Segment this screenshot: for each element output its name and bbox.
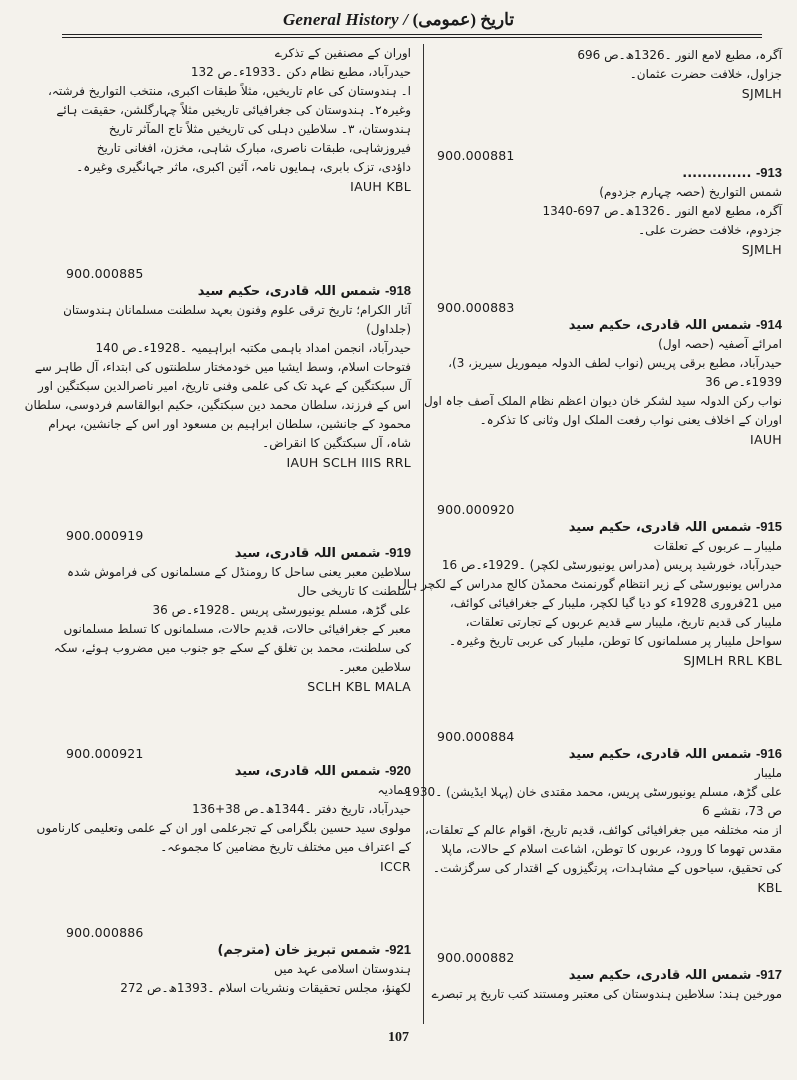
author-name: شمس اللہ قادری، حکیم سید — [568, 968, 752, 983]
catalog-entry — [431, 950, 782, 1004]
entry-line: امرائے آصفیہ (حصہ اول) — [658, 337, 782, 351]
library-codes: ICCR — [379, 859, 411, 874]
library-codes: SCLH KBL MALA — [307, 679, 411, 694]
entry-line: آل سبکتگین کے عہد تک کی علمی وفنی تاریخ، امیر ناصرالدین سبکتگین اور — [38, 379, 411, 393]
entry-line: سلاطین معبر یعنی ساحل کا رومنڈل کے مسلمانوں کی فراموش شدہ — [67, 565, 411, 579]
entry-line: اوران کے مصنفین کے تذکرے — [274, 46, 411, 60]
entry-number: 917- — [755, 967, 782, 982]
accession-code: 900.000885 — [66, 266, 144, 281]
entry-line: ملیبار — [754, 766, 782, 780]
entry-line: ص 73، نقشے 6 — [702, 804, 782, 818]
entry-line: سلاطین معبر۔ — [338, 660, 411, 674]
catalog-entry — [437, 46, 782, 103]
entry-line: ملیبار ــ عربوں کے تعلقات — [653, 539, 782, 553]
entry-line: سلطنت کا تاریخی حال — [297, 584, 411, 598]
entry-number: 920- — [384, 763, 411, 778]
catalog-entry — [53, 528, 411, 696]
page-number: 107 — [388, 1030, 409, 1045]
entry-heading — [437, 744, 782, 764]
library-codes: IAUH KBL — [350, 179, 411, 194]
entry-line: لکھنؤ، مجلس تحقیقات ونشریات اسلام ۔1393ھ۔ص 272 — [120, 981, 411, 995]
entry-number: 914- — [755, 317, 782, 332]
entry-line: حیدرآباد، تاریخ دفتر ۔1344ھ۔ص 38+136 — [192, 802, 411, 816]
entry-line: (جلداول) — [366, 322, 411, 336]
accession-code: 900.000920 — [437, 502, 515, 517]
entry-line: سواحل ملیبار پر مسلمانوں کا توطن، ملیبار کی عربی تاریخ وغیرہ۔ — [449, 634, 782, 648]
accession-code: 900.000883 — [437, 300, 515, 315]
header-rule — [62, 34, 762, 35]
entry-number: 916- — [755, 746, 782, 761]
entry-line: محمود کے جانشین، سلطان ابراہیم بن مسعود اور اس کے جانشین، بہرام — [48, 417, 411, 431]
entry-line: آثار الکرام؛ تاریخ ترقی علوم وفنون بعہد سلطنت مسلمانان ہندوستان — [63, 303, 411, 317]
header-rule-thin — [62, 37, 762, 38]
library-codes: SJMLH — [741, 242, 782, 257]
entry-number: 915- — [755, 519, 782, 534]
entry-line: میں 21فروری 1928ء کو دیا گیا لکچر، ملیبار کے جغرافیائی کوائف، — [449, 596, 782, 610]
library-codes: KBL — [757, 880, 782, 895]
catalog-entry — [424, 300, 782, 449]
entry-line: ہندوستان اسلامی عہد میں — [274, 962, 411, 976]
accession-code: 900.000886 — [66, 925, 144, 940]
library-codes: IAUH — [750, 432, 782, 447]
accession-code: 900.000882 — [437, 950, 515, 965]
header-urdu: تاریخ (عمومی) — [412, 10, 515, 29]
entry-line: جزاول، خلافت حضرت عثمان۔ — [629, 67, 782, 81]
entry-heading — [66, 281, 411, 301]
entry-heading — [437, 163, 782, 183]
entry-line: شاہ، آل سبکتگین کا انقراض۔ — [262, 436, 411, 450]
entry-line: وغیرہ۲۔ ہندوستان کی جغرافیائی تاریخیں مثلاً چہارگلشن، حقیقت ہائے — [56, 103, 411, 117]
entry-line: نواب رکن الدولہ سید لشکر خان دیوان اعظم نظام الملک آصف جاہ اول — [424, 394, 782, 408]
catalog-entry — [437, 148, 782, 259]
entry-line: عمادیہ — [377, 783, 411, 797]
entry-line: آگرہ، مطبع لامع النور ۔1326ھ۔ص 697-1340 — [542, 204, 782, 218]
accession-code: 900.000881 — [437, 148, 515, 163]
entry-line: ا۔ ہندوستان کی عام تاریخیں، مثلاً طبقات اکبری، منتخب التواریخ فرشتہ، — [48, 84, 411, 98]
entry-line: ہندوستان، ۳۔ سلاطین دہلی کی تاریخیں مثلاً تاج المآثر تاریخ — [108, 122, 411, 136]
catalog-entry — [36, 746, 411, 876]
catalog-entry — [24, 266, 411, 472]
accession-code: 900.000921 — [66, 746, 144, 761]
entry-line: مورخین ہند: سلاطین ہندوستان کی معتبر ومستند کتب تاریخ پر تبصرے — [431, 987, 782, 1001]
entry-line: ملیبار کی قدیم تاریخ، ملیبار سے قدیم عربوں کے تجارتی تعلقات، — [465, 615, 782, 629]
entry-number: 913- — [755, 165, 782, 180]
column-divider — [423, 44, 424, 1024]
entry-line: از منہ مختلفہ میں جغرافیائی کوائف، قدیم تاریخ، اقوام عالم کے تعلقات، — [425, 823, 782, 837]
entry-heading — [437, 315, 782, 335]
entry-number: 919- — [384, 545, 411, 560]
entry-line: مدراس یونیورسٹی کے زیر انتظام گورنمنٹ محمڈن کالج مدراس کے لکچر ہال — [397, 577, 782, 591]
entry-heading — [66, 940, 411, 960]
library-codes: SJMLH — [741, 86, 782, 101]
entry-heading — [66, 543, 411, 563]
entry-line: علی گڑھ، مسلم یونیورسٹی پریس، محمد مقتدی خان (پہلا ایڈیشن) ۔1930 — [404, 785, 782, 799]
author-name: .............. — [682, 166, 752, 181]
entry-line: فتوحات اسلام، وسط ایشیا میں خودمختار سلطنتوں کی ابتداء، آل طاہر سے — [34, 360, 411, 374]
entry-line: کی تحقیق، سیاحوں کے مشاہدات، پرتگیزوں کے اقتدار کی سرگزشت۔ — [432, 861, 782, 875]
entry-number: 921- — [384, 942, 411, 957]
author-name: شمس اللہ قادری، حکیم سید — [197, 284, 381, 299]
entry-line: کی سلطنت، محمد بن تغلق کے سکے جو جنوب میں مضروب ہوئے، سکہ — [53, 641, 411, 655]
entry-line: فیروزشاہی، طبقات ناصری، مبارک شاہی، مخزن، افغانی تاریخ — [96, 141, 411, 155]
author-name: شمس اللہ قادری، حکیم سید — [568, 520, 752, 535]
entry-line: 1939ء۔ص 36 — [705, 375, 782, 389]
entry-line: شمس التواریخ (حصہ چہارم جزدوم) — [599, 185, 782, 199]
entry-line: داؤدی، تزک بابری، ہمایوں نامہ، آئین اکبری، ماثر جہانگیری وغیرہ۔ — [76, 160, 411, 174]
author-name: شمس اللہ قادری، سید — [234, 546, 381, 561]
entry-heading — [437, 517, 782, 537]
entry-line: مولوی سید حسین بلگرامی کے تجرعلمی اور ان کے علمی وتعلیمی کارناموں — [36, 821, 411, 835]
library-codes: SJMLH RRL KBL — [683, 653, 782, 668]
entry-line: حیدرآباد، خورشید پریس (مدراس یونیورسٹی لکچر) ۔1929ء۔ص 16 — [441, 558, 782, 572]
entry-line: آگرہ، مطبع لامع النور ۔1326ھ۔ص 696 — [577, 48, 782, 62]
entry-heading — [66, 761, 411, 781]
page-header — [0, 10, 797, 30]
accession-code: 900.000884 — [437, 729, 515, 744]
entry-line: علی گڑھ، مسلم یونیورسٹی پریس ۔1928ء۔ص 36 — [152, 603, 411, 617]
header-english: General History / — [282, 10, 409, 29]
library-codes: IAUH SCLH IIIS RRL — [286, 455, 411, 470]
entry-line: اس کے فرزند، سلطان محمد دین سبکتگین، حکیم ابوالقاسم فردوسی، سلطان — [24, 398, 411, 412]
catalog-entry — [66, 925, 411, 998]
entry-line: مقدس تھوما کا ورود، عربوں کا توطن، اشاعت اسلام کے حالات، ماپلا — [441, 842, 782, 856]
entry-line: کے اعتراف میں مختلف تاریخ مضامین کا مجموعہ۔ — [160, 840, 411, 854]
entry-number: 918- — [384, 283, 411, 298]
author-name: شمس اللہ قادری، سید — [234, 764, 381, 779]
catalog-entry — [404, 729, 782, 897]
entry-line: معبر کے جغرافیائی حالات، قدیم حالات، مسلمانوں کا تسلط مسلمانوں — [63, 622, 411, 636]
entry-line: حیدرآباد، انجمن امداد باہمی مکتبہ ابراہیمیہ ۔1928ء۔ص 140 — [95, 341, 411, 355]
catalog-entry — [48, 44, 411, 196]
author-name: شمس اللہ قادری، حکیم سید — [568, 318, 752, 333]
author-name: شمس اللہ قادری، حکیم سید — [568, 747, 752, 762]
author-name: شمس تبریز خان (مترجم) — [217, 943, 381, 958]
entry-line: جزدوم، خلافت حضرت علی۔ — [638, 223, 782, 237]
entry-line: حیدرآباد، مطبع برقی پریس (نواب لطف الدولہ میموریل سیریز، 3)، — [448, 356, 782, 370]
accession-code: 900.000919 — [66, 528, 144, 543]
entry-heading — [437, 965, 782, 985]
entry-line: اوران کے اخلاف یعنی نواب رفعت الملک اول وثانی کا تذکرہ۔ — [479, 413, 782, 427]
entry-line: حیدرآباد، مطبع نظام دکن ۔1933ء۔ص 132 — [190, 65, 411, 79]
